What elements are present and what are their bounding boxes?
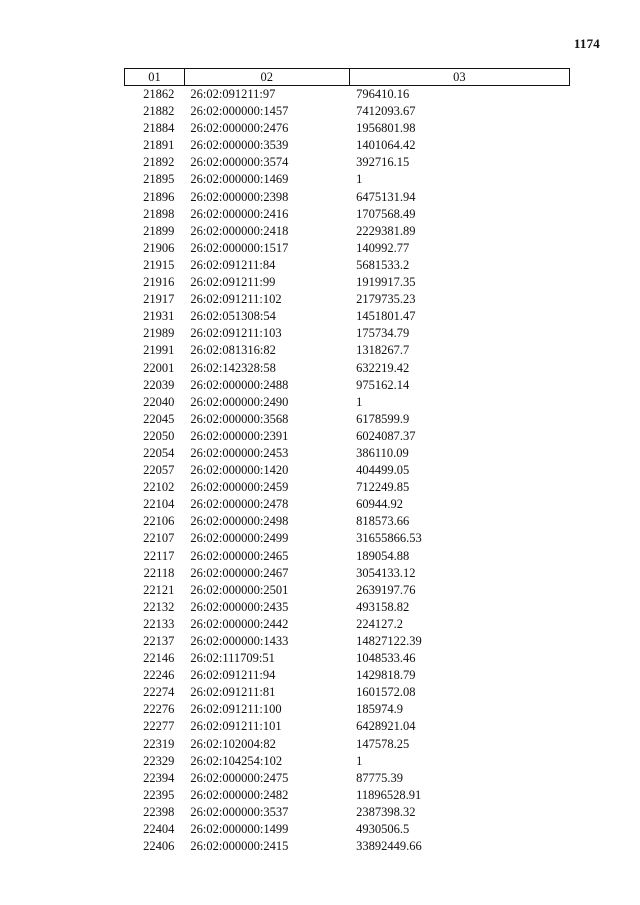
cell-id: 22246 — [143, 668, 175, 683]
cell-cadastral-number: 26:02:000000:1420 — [190, 463, 289, 478]
table-row — [125, 428, 570, 445]
table-row — [125, 599, 570, 616]
table-row — [125, 684, 570, 701]
table-header — [125, 69, 570, 86]
table-row — [125, 308, 570, 325]
cell-value: 796410.16 — [356, 87, 410, 101]
cell-id: 21895 — [143, 172, 175, 187]
table-row — [125, 257, 570, 274]
cell-value: 975162.14 — [356, 377, 410, 392]
cell-value: 2229381.89 — [356, 223, 416, 238]
cell-cadastral-number: 26:02:091211:99 — [190, 275, 276, 290]
cell-id: 21915 — [143, 257, 175, 272]
cell-value: 2179735.23 — [356, 292, 416, 307]
cell-value: 1 — [356, 753, 363, 768]
cell-value: 632219.42 — [356, 360, 410, 375]
column-header-03: 03 — [349, 69, 569, 86]
cell-cadastral-number: 26:02:091211:101 — [190, 719, 282, 734]
cell-value: 1 — [356, 394, 363, 409]
cell-id: 21899 — [143, 223, 175, 238]
cell-id: 22319 — [143, 736, 175, 751]
table-row — [125, 411, 570, 428]
cell-cadastral-number: 26:02:000000:3537 — [190, 804, 289, 819]
cell-cadastral-number: 26:02:000000:2465 — [190, 548, 289, 563]
cell-value: 14827122.39 — [356, 634, 422, 648]
cell-value: 6024087.37 — [356, 428, 416, 443]
table-row — [125, 838, 570, 855]
cell-id: 21884 — [143, 121, 175, 136]
cell-cadastral-number: 26:02:000000:2478 — [190, 497, 289, 512]
cell-value: 1601572.08 — [356, 685, 416, 700]
table-row — [125, 633, 570, 650]
table-row — [125, 701, 570, 718]
cell-value: 175734.79 — [356, 326, 410, 341]
cell-id: 22106 — [143, 514, 175, 529]
cell-cadastral-number: 26:02:000000:2475 — [190, 770, 289, 785]
table-row — [125, 548, 570, 565]
header-row — [125, 69, 570, 86]
cell-cadastral-number: 26:02:104254:102 — [190, 753, 283, 768]
cell-cadastral-number: 26:02:000000:2467 — [190, 565, 289, 580]
cell-value: 1707568.49 — [356, 206, 416, 221]
cell-id: 22057 — [143, 463, 175, 478]
cell-cadastral-number: 26:02:000000:2416 — [190, 206, 289, 221]
cell-id: 22001 — [143, 360, 175, 375]
cell-value: 1429818.79 — [356, 668, 416, 683]
cell-id: 22118 — [143, 565, 175, 580]
data-table — [124, 68, 570, 855]
cell-cadastral-number: 26:02:000000:2391 — [190, 428, 289, 443]
table-row — [125, 565, 570, 582]
cell-cadastral-number: 26:02:000000:2398 — [190, 189, 289, 204]
table-row — [125, 770, 570, 787]
cell-id: 22054 — [143, 445, 175, 460]
cell-value: 4930506.5 — [356, 822, 410, 837]
cell-value: 1401064.42 — [356, 138, 416, 153]
cell-cadastral-number: 26:02:091211:100 — [190, 702, 282, 717]
cell-id: 22102 — [143, 480, 175, 495]
cell-cadastral-number: 26:02:000000:2435 — [190, 599, 289, 614]
table-row — [125, 753, 570, 770]
cell-cadastral-number: 26:02:000000:1499 — [190, 822, 289, 837]
table-row — [125, 462, 570, 479]
cell-cadastral-number: 26:02:000000:2490 — [190, 394, 289, 409]
table-row — [125, 154, 570, 171]
cell-id: 21892 — [143, 155, 175, 170]
cell-id: 21896 — [143, 189, 175, 204]
cell-value: 404499.05 — [356, 463, 410, 478]
table-row — [125, 582, 570, 599]
table-row — [125, 650, 570, 667]
table-body — [125, 86, 570, 856]
cell-cadastral-number: 26:02:091211:81 — [190, 685, 276, 700]
cell-id: 21882 — [143, 104, 175, 119]
table-row — [125, 496, 570, 513]
table-row — [125, 137, 570, 154]
cell-cadastral-number: 26:02:091211:103 — [190, 326, 282, 341]
table-row — [125, 120, 570, 137]
table-row — [125, 291, 570, 308]
cell-cadastral-number: 26:02:000000:1469 — [190, 172, 289, 187]
cell-id: 21898 — [143, 206, 175, 221]
page-number: 1174 — [573, 36, 600, 51]
cell-cadastral-number: 26:02:081316:82 — [190, 343, 276, 358]
table-row — [125, 171, 570, 188]
cell-value: 2387398.32 — [356, 804, 416, 819]
table-row — [125, 103, 570, 120]
cell-value: 1956801.98 — [356, 121, 416, 136]
cell-id: 22137 — [143, 634, 175, 648]
cell-value: 87775.39 — [356, 770, 403, 785]
cell-id: 21916 — [143, 275, 175, 290]
cell-value: 185974.9 — [356, 702, 403, 717]
cell-id: 21891 — [143, 138, 175, 153]
cell-value: 1048533.46 — [356, 651, 416, 666]
cell-value: 6475131.94 — [356, 189, 416, 204]
cell-cadastral-number: 26:02:091211:102 — [190, 292, 282, 307]
cell-cadastral-number: 26:02:000000:1517 — [190, 240, 289, 255]
table-row — [125, 479, 570, 496]
cell-id: 21991 — [143, 343, 175, 358]
cell-value: 60944.92 — [356, 497, 403, 512]
table-row — [125, 360, 570, 377]
column-header-01: 01 — [125, 69, 185, 86]
table-row — [125, 718, 570, 735]
table-row — [125, 377, 570, 394]
cell-cadastral-number: 26:02:000000:2488 — [190, 377, 289, 392]
cell-value: 2639197.76 — [356, 582, 416, 597]
table-row — [125, 667, 570, 684]
cell-id: 22274 — [143, 685, 175, 700]
cell-id: 22040 — [143, 394, 175, 409]
cell-id: 22104 — [143, 497, 175, 512]
cell-value: 147578.25 — [356, 736, 410, 751]
cell-id: 22146 — [143, 651, 175, 666]
cell-cadastral-number: 26:02:142328:58 — [190, 360, 276, 375]
cell-cadastral-number: 26:02:000000:2453 — [190, 445, 289, 460]
cell-value: 6178599.9 — [356, 411, 410, 426]
cell-cadastral-number: 26:02:000000:3539 — [190, 138, 289, 153]
cell-cadastral-number: 26:02:091211:97 — [190, 87, 276, 101]
cell-value: 11896528.91 — [356, 787, 422, 802]
cell-cadastral-number: 26:02:000000:2442 — [190, 616, 289, 631]
table-row — [125, 240, 570, 257]
table-row — [125, 274, 570, 291]
cell-cadastral-number: 26:02:091211:84 — [190, 257, 276, 272]
table-row — [125, 616, 570, 633]
cell-id: 22395 — [143, 787, 175, 802]
table-row — [125, 736, 570, 753]
table-row — [125, 325, 570, 342]
cell-cadastral-number: 26:02:000000:2459 — [190, 480, 289, 495]
cell-value: 493158.82 — [356, 599, 410, 614]
cell-cadastral-number: 26:02:051308:54 — [190, 309, 276, 324]
cell-id: 22406 — [143, 839, 175, 854]
cell-cadastral-number: 26:02:000000:2498 — [190, 514, 289, 529]
cell-cadastral-number: 26:02:000000:2501 — [190, 582, 289, 597]
cell-id: 22117 — [143, 548, 175, 563]
cell-value: 392716.15 — [356, 155, 410, 170]
cell-value: 33892449.66 — [356, 839, 422, 854]
cell-id: 21989 — [143, 326, 175, 341]
table-row — [125, 513, 570, 530]
table-row — [125, 206, 570, 223]
cell-id: 22277 — [143, 719, 175, 734]
cell-value: 712249.85 — [356, 480, 410, 495]
cell-cadastral-number: 26:02:000000:2418 — [190, 223, 289, 238]
table-row — [125, 342, 570, 359]
cell-cadastral-number: 26:02:000000:2499 — [190, 531, 289, 546]
cell-cadastral-number: 26:02:000000:2415 — [190, 839, 289, 854]
cell-id: 22398 — [143, 804, 175, 819]
cell-cadastral-number: 26:02:000000:3568 — [190, 411, 289, 426]
column-header-02: 02 — [184, 69, 349, 86]
cell-cadastral-number: 26:02:000000:2476 — [190, 121, 289, 136]
cell-value: 6428921.04 — [356, 719, 416, 734]
cell-id: 22132 — [143, 599, 175, 614]
cell-id: 22039 — [143, 377, 175, 392]
cell-value: 5681533.2 — [356, 257, 410, 272]
table-row — [125, 223, 570, 240]
cell-value: 31655866.53 — [356, 531, 422, 546]
cell-id: 22050 — [143, 428, 175, 443]
cell-value: 1919917.35 — [356, 275, 416, 290]
cell-value: 1 — [356, 172, 363, 187]
cell-cadastral-number: 26:02:091211:94 — [190, 668, 276, 683]
cell-value: 1318267.7 — [356, 343, 410, 358]
cell-value: 7412093.67 — [356, 104, 416, 119]
cell-cadastral-number: 26:02:000000:1457 — [190, 104, 289, 119]
cell-id: 21917 — [143, 292, 175, 307]
table-row — [125, 86, 570, 104]
table-row — [125, 787, 570, 804]
cell-id: 22121 — [143, 582, 175, 597]
cell-id: 21931 — [143, 309, 175, 324]
cell-value: 386110.09 — [356, 445, 409, 460]
table-row — [125, 189, 570, 206]
cell-value: 140992.77 — [356, 240, 410, 255]
cell-cadastral-number: 26:02:111709:51 — [190, 651, 275, 666]
table-row — [125, 445, 570, 462]
cell-cadastral-number: 26:02:000000:2482 — [190, 787, 289, 802]
cell-id: 22276 — [143, 702, 175, 717]
cell-id: 21906 — [143, 240, 175, 255]
cell-cadastral-number: 26:02:102004:82 — [190, 736, 276, 751]
table-row — [125, 821, 570, 838]
cell-id: 22045 — [143, 411, 175, 426]
cell-cadastral-number: 26:02:000000:3574 — [190, 155, 289, 170]
cell-id: 22404 — [143, 822, 175, 837]
table-row — [125, 394, 570, 411]
cell-value: 189054.88 — [356, 548, 410, 563]
cell-id: 22107 — [143, 531, 175, 546]
cell-id: 21862 — [143, 87, 175, 101]
cell-value: 224127.2 — [356, 616, 403, 631]
table-row — [125, 530, 570, 547]
cell-value: 1451801.47 — [356, 309, 416, 324]
cell-id: 22394 — [143, 770, 175, 785]
cell-id: 22133 — [143, 616, 175, 631]
table-row — [125, 804, 570, 821]
cell-cadastral-number: 26:02:000000:1433 — [190, 634, 289, 648]
cell-value: 3054133.12 — [356, 565, 416, 580]
cell-value: 818573.66 — [356, 514, 410, 529]
cell-id: 22329 — [143, 753, 175, 768]
